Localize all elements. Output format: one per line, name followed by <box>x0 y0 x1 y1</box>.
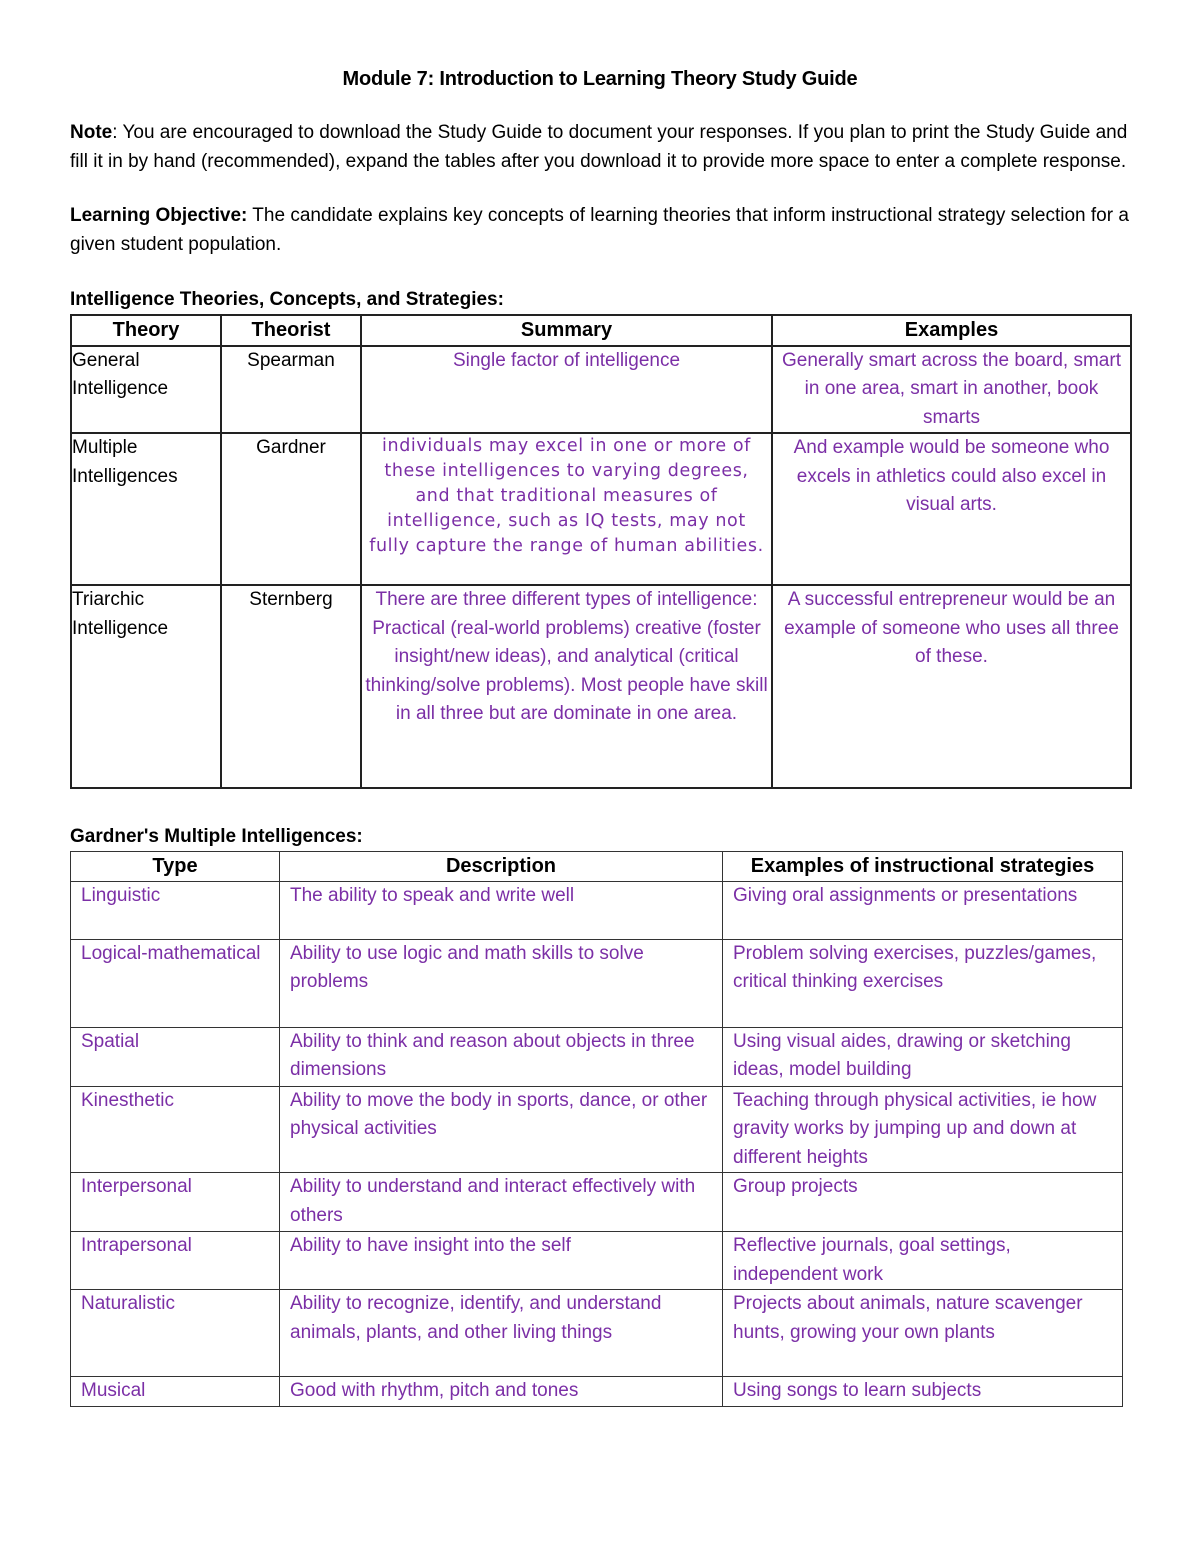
strategies-cell: Projects about animals, nature scavenger hunts, growing your own plants <box>723 1290 1123 1377</box>
strategies-cell: Reflective journals, goal settings, independent work <box>723 1232 1123 1290</box>
note-label: Note <box>70 122 113 143</box>
intelligence-table-heading: Intelligence Theories, Concepts, and Strategies: <box>70 289 504 310</box>
learning-objective-paragraph <box>70 201 1130 259</box>
examples-cell: A successful entrepreneur would be an example of someone who uses all three of these. <box>772 585 1131 788</box>
intelligence-theories-table <box>70 314 1132 789</box>
description-cell: Ability to use logic and math skills to solve problems <box>280 939 723 1027</box>
type-cell: Intrapersonal <box>71 1232 280 1290</box>
description-cell: The ability to speak and write well <box>280 881 723 939</box>
strategies-cell: Problem solving exercises, puzzles/games, critical thinking exercises <box>723 939 1123 1027</box>
type-cell: Linguistic <box>71 881 280 939</box>
table-row <box>71 1173 1123 1232</box>
theory-cell: Triarchic Intelligence <box>71 585 221 788</box>
table-row <box>71 1086 1123 1173</box>
type-cell: Musical <box>71 1377 280 1407</box>
summary-cell: Single factor of intelligence <box>361 346 772 434</box>
learning-objective-label: Learning Objective: <box>70 205 248 226</box>
column-header-description: Description <box>280 852 723 882</box>
gardner-table-heading: Gardner's Multiple Intelligences: <box>70 826 363 847</box>
column-header-type: Type <box>71 852 280 882</box>
theorist-cell: Sternberg <box>221 585 361 788</box>
document-page <box>70 68 1130 1407</box>
table-row <box>71 585 1131 788</box>
type-cell: Kinesthetic <box>71 1086 280 1173</box>
strategies-cell: Giving oral assignments or presentations <box>723 881 1123 939</box>
strategies-cell: Using visual aides, drawing or sketching ideas, model building <box>723 1027 1123 1086</box>
description-cell: Ability to think and reason about objects in three dimensions <box>280 1027 723 1086</box>
examples-cell: And example would be someone who excels in athletics could also excel in visual arts. <box>772 433 1131 585</box>
description-cell: Ability to recognize, identify, and understand animals, plants, and other living things <box>280 1290 723 1377</box>
theory-cell: Multiple Intelligences <box>71 433 221 585</box>
description-cell: Ability to have insight into the self <box>280 1232 723 1290</box>
type-cell: Interpersonal <box>71 1173 280 1232</box>
table-row <box>71 346 1131 434</box>
summary-cell: There are three different types of intelligence: Practical (real-world problems) creative (foster insight/new ideas), and analytical (critical thinking/solve problems). Most people have skill in all three but are dominate in one area. <box>361 585 772 788</box>
table-row <box>71 939 1123 1027</box>
column-header-theorist: Theorist <box>221 315 361 346</box>
type-cell: Spatial <box>71 1027 280 1086</box>
theory-cell: General Intelligence <box>71 346 221 434</box>
strategies-cell: Group projects <box>723 1173 1123 1232</box>
document-title: Module 7: Introduction to Learning Theory Study Guide <box>342 68 858 90</box>
strategies-cell: Using songs to learn subjects <box>723 1377 1123 1407</box>
column-header-strategies: Examples of instructional strategies <box>723 852 1123 882</box>
strategies-cell: Teaching through physical activities, ie how gravity works by jumping up and down at different heights <box>723 1086 1123 1173</box>
table-row <box>71 1290 1123 1377</box>
column-header-summary: Summary <box>361 315 772 346</box>
examples-cell: Generally smart across the board, smart in one area, smart in another, book smarts <box>772 346 1131 434</box>
description-cell: Good with rhythm, pitch and tones <box>280 1377 723 1407</box>
table-row <box>71 1027 1123 1086</box>
summary-cell: individuals may excel in one or more of these intelligences to varying degrees, and that traditional measures of intelligence, such as IQ tests, may not fully capture the range of human abilities. <box>361 433 772 585</box>
table-row <box>71 1377 1123 1407</box>
description-cell: Ability to understand and interact effectively with others <box>280 1173 723 1232</box>
theorist-cell: Gardner <box>221 433 361 585</box>
table-header-row <box>71 852 1123 882</box>
column-header-examples: Examples <box>772 315 1131 346</box>
type-cell: Logical-mathematical <box>71 939 280 1027</box>
learning-objective-text: The candidate explains key concepts of learning theories that inform instructional strategy selection for a given student population. <box>70 205 1129 255</box>
table-row <box>71 433 1131 585</box>
table-header-row <box>71 315 1131 346</box>
theorist-cell: Spearman <box>221 346 361 434</box>
note-paragraph <box>70 118 1130 176</box>
column-header-theory: Theory <box>71 315 221 346</box>
description-cell: Ability to move the body in sports, dance, or other physical activities <box>280 1086 723 1173</box>
table-row <box>71 1232 1123 1290</box>
gardner-intelligences-table <box>70 851 1123 1407</box>
type-cell: Naturalistic <box>71 1290 280 1377</box>
table-row <box>71 881 1123 939</box>
note-text: : You are encouraged to download the Study Guide to document your responses. If you plan to print the Study Guide and fill it in by hand (recommended), expand the tables after you download it to provide more space to enter a complete response. <box>70 122 1128 172</box>
